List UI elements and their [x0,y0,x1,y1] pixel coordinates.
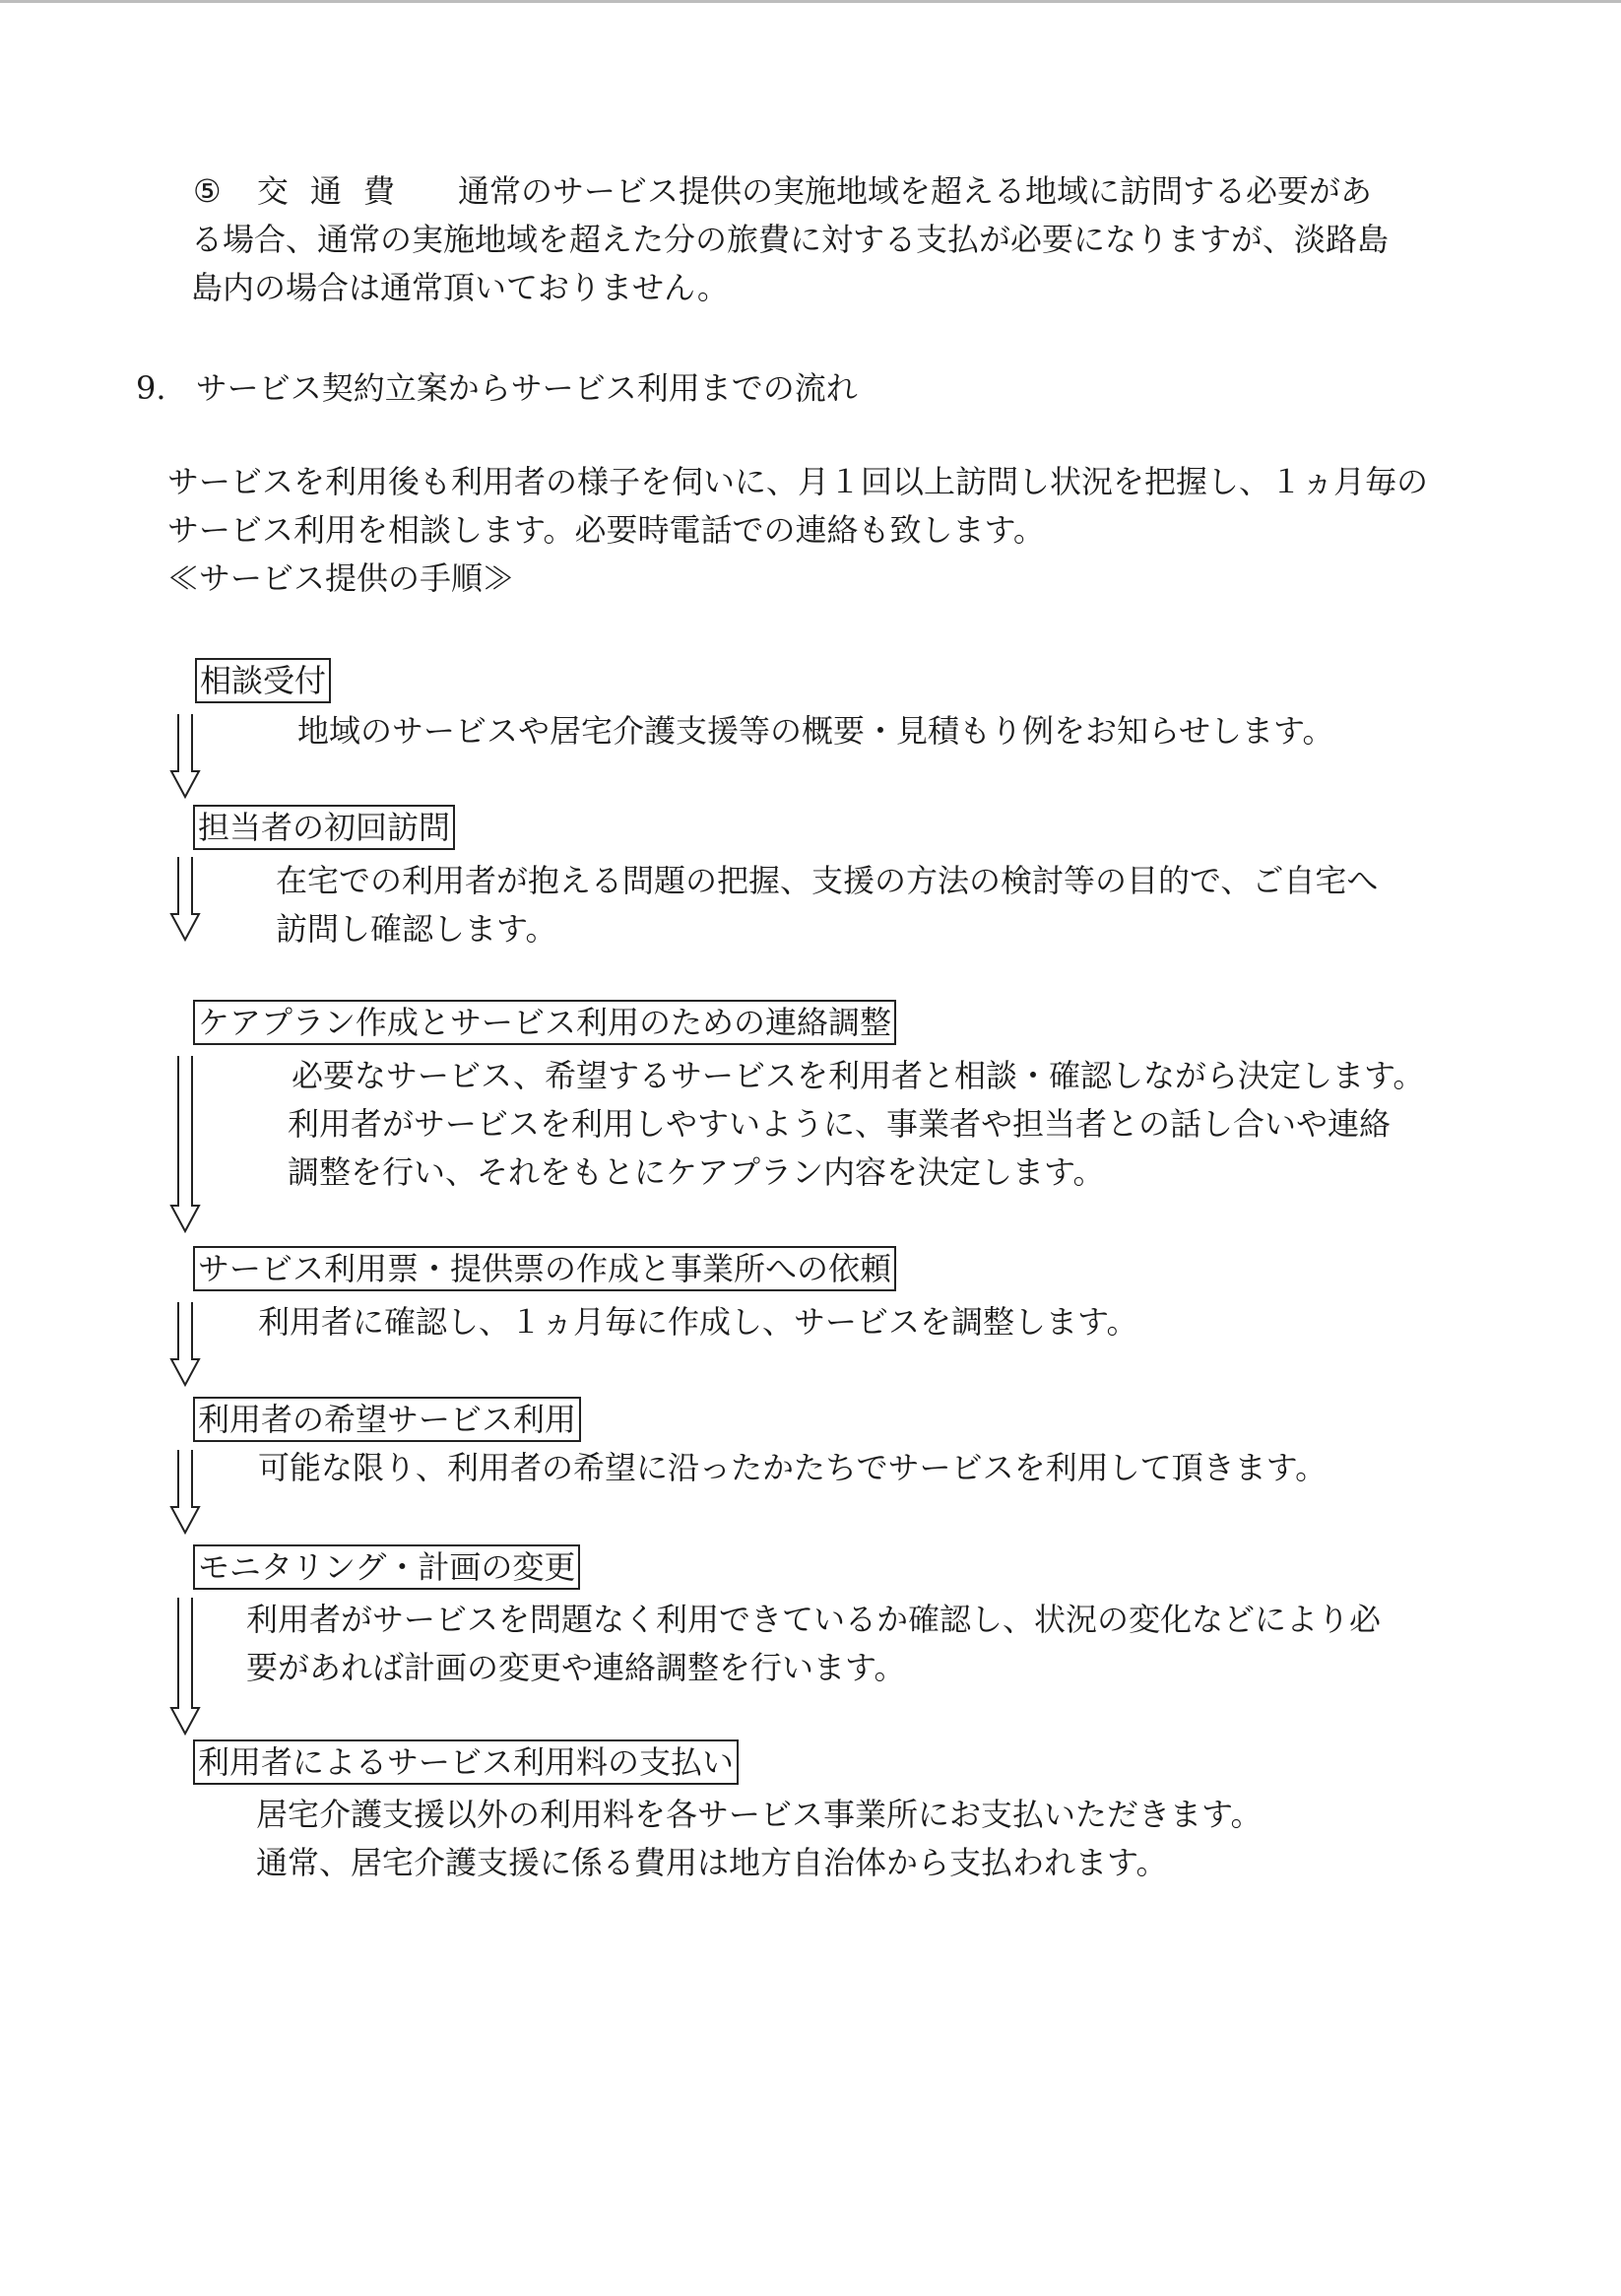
intro-line: サービスを利用後も利用者の様子を伺いに、月１回以上訪問し状況を把握し、１ヵ月毎の [167,463,1429,500]
step-title-box: モニタリング・計画の変更 [193,1544,580,1590]
step-title-box: 相談受付 [195,658,331,703]
step-desc-line: 訪問し確認します。 [276,910,557,948]
step-desc-line: 調整を行い、それをもとにケアプラン内容を決定します。 [288,1153,1105,1191]
down-arrow-icon [170,1450,200,1535]
step-desc-line: 可能な限り、利用者の希望に沿ったかたちでサービスを利用して頂きます。 [258,1449,1328,1486]
step-desc [258,1298,1137,1346]
down-arrow-icon [170,714,200,799]
down-arrow-icon [170,1302,200,1387]
step-title-box: 利用者によるサービス利用料の支払い [193,1739,739,1785]
intro-paragraph [167,458,1428,603]
step-desc [258,1444,1327,1492]
step-desc-line: 要があれば計画の変更や連絡調整を行います。 [246,1649,906,1686]
fee-item-text-line: 島内の場合は通常頂いておりません。 [191,269,729,306]
fee-item-text-line: 通常のサービス提供の実施地域を超える地域に訪問する必要があ [458,172,1373,210]
step-title-box: ケアプラン作成とサービス利用のための連絡調整 [193,1000,896,1045]
step-desc-line: 利用者に確認し、１ヵ月毎に作成し、サービスを調整します。 [258,1303,1138,1341]
intro-line: サービス利用を相談します。必要時電話での連絡も致します。 [167,511,1045,549]
procedure-heading: ≪サービス提供の手順≫ [167,559,515,597]
step-desc-line: 利用者がサービスを問題なく利用できているか確認し、状況の変化などにより必 [246,1601,1382,1638]
section-heading [136,364,858,413]
scan-top-edge [0,0,1621,3]
step-desc-line: 通常、居宅介護支援に係る費用は地方自治体から支払われます。 [256,1844,1168,1881]
step-title-box: サービス利用票・提供票の作成と事業所への依頼 [193,1246,896,1291]
step-desc-line: 在宅での利用者が抱える問題の把握、支援の方法の検討等の目的で、ご自宅へ [276,862,1379,899]
step-desc-line: 地域のサービスや居宅介護支援等の概要・見積もり例をお知らせします。 [297,712,1334,750]
step-desc [297,707,1333,755]
step-title-box: 利用者の希望サービス利用 [193,1397,581,1442]
step-desc-line: 利用者がサービスを利用しやすいように、事業者や担当者との話し合いや連絡 [288,1105,1392,1143]
step-desc [256,1791,1262,1887]
fee-item-transport [193,167,1389,312]
step-title-box: 担当者の初回訪問 [193,805,455,850]
section-title: サービス契約立案からサービス利用までの流れ [195,369,858,407]
step-desc-line: 必要なサービス、希望するサービスを利用者と相談・確認しながら決定します。 [292,1057,1425,1094]
step-desc-line: 居宅介護支援以外の利用料を各サービス事業所にお支払いただきます。 [256,1796,1263,1833]
fee-item-label: 交通費 [256,172,417,210]
fee-item-first-line [193,167,1389,216]
down-arrow-icon [170,857,200,942]
down-arrow-icon [170,1598,200,1736]
step-desc [276,857,1378,953]
fee-item-number: ⑤ [193,172,222,210]
fee-item-text-line: る場合、通常の実施地域を超えた分の旅費に対する支払が必要になりますが、淡路島 [191,221,1390,258]
step-desc [288,1052,1425,1197]
down-arrow-icon [170,1056,200,1233]
section-number: 9. [136,369,166,407]
step-desc [246,1596,1381,1692]
